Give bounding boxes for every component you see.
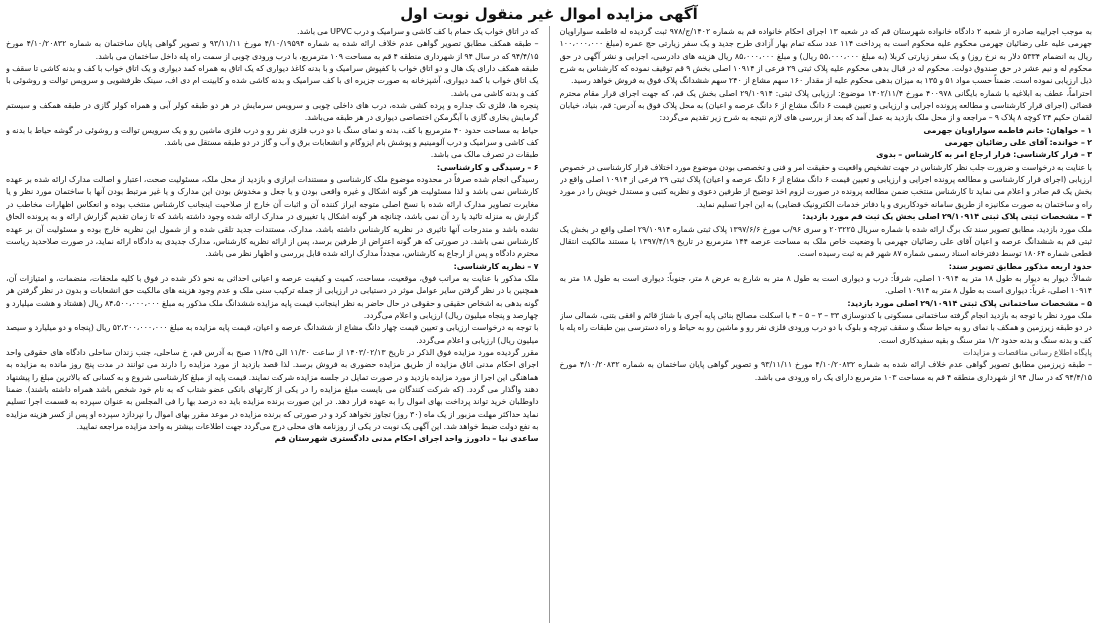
- paragraph: ملک مذکور با عنایت به مراتب فوق، موقعیت، مساحت، کمیت و کیفیت عرصه و اعیانی احداثی به نحو ذکر شده در فوق با کلیه ملحقات، منضمات، و امتیازات آن، همچنین با در نظر گرفتن سایر عوامل موثر در دستیابی در ارزیابی از جمله ترکیب سنی ملک و عدم وجود هزینه های مالکیت حق انشعابات و بدون در نظر گرفتن هر گونه بدهی به اشخاص حقیقی و حقوقی در حال حاضر به نظر اینجانب قیمت پایه مزایده ششدانگ ملک مذکور به مبلغ ۸۴،۵۰۰،۰۰۰،۰۰۰ ریال (هشتاد و هشت میلیارد و چهارصد و پنجاه میلیون ریال) ارزیابی و اعلام می‌گردد.: [6, 273, 539, 320]
- paragraph: – طبقه زیرزمین مطابق تصویر گواهی عدم خلاف ارائه شده به شماره ۴/۱۰/۲۰۸۳۲ مورخ ۹۳/۱۱/۱۱ و تصویر گواهی پایان ساختمان به شماره ۴/۱۰/۲۰۸۳۲ مورخ ۹۴/۴/۱۵ که در سال ۹۴ از شهرداری منطقه ۴ قم به مساحت ۱۰۳ مترمربع دارای یک راه ورودی می باشد.: [559, 360, 1092, 382]
- paragraph: حیاط به مساحت حدود ۴۰ مترمربع با کف، بدنه و نمای سنگ با دو درب فلزی نفر رو و درب فلزی ماشین رو و یک سرویس توالت و روشوئی در گوشه حیاط با بدنه و کف کاشی و سرامیک و درب آلومینیم و پوشش بام ایزوگام و انشعابات برق و آب و گاز در دو طبقه مستقل می باشد.: [6, 125, 539, 148]
- paragraph: رسیدگی انجام شده صرفاً در محدوده موضوع ملک کارشناسی و مستندات ابرازی و بازدید از محل ملک، مسئولیت صحت، اعتبار و اصالت مدارک ارائه شده بر عهده کارشناس نمی باشد و لذا مسئولیت هر گونه اشکال و غیره واقعی بودن و یا جعل و مخدوش بودن این مدارک و یا غیر مرتبط بودن آنها با ساختمان مورد نظر و یا مغایرت تصاویر مدارک ارائه شده با نسخ اصلی متوجه ابراز کننده آن و اثبات آن خارج از صلاحیت اینجانب کارشناس منتخب بوده و انعکاس اظهارات مخاطب در گزارش به منزله تائید یا رد آن نمی باشد، چنانچه هر گونه اشکال یا تغییری در مدارک ارائه شده وجود داشته باشد که تا زمان تقدیم گزارش ارائه و به پرونده الحاق نشده باشد و مندرجات آنها تاثیری در نظریه کارشناس داشته باشد، مدارک، مستندات جدید تلقی شده و از شمول این نظریه خارج بوده و مسئولیت آن بر عهده کارشناس نمی باشد. در صورتی که هر گونه اعتراض از طرفین برسد، پس از ارائه نظریه کارشناس، مدارک جدیدی به دادگاه ارائه نماید، در صورت صلاحدید ریاست محترم دادگاه و پس از ارجاع به کارشناس، مجدداً مدارک ارائه شده قابل بررسی و اظهار نظر می باشد.: [6, 175, 539, 259]
- right-column: [560, 26, 1093, 623]
- paragraph: طبقات در تصرف مالک می باشد.: [430, 150, 539, 160]
- section-heading: حدود اربعه مذکور مطابق تصویر سند:: [948, 261, 1092, 271]
- section-heading: ۴ – مشخصات ثبتی پلاک ثبتی ۲۹/۱۰۹۱۴ اصلی بخش یک ثبت قم مورد بازدید:: [802, 212, 1092, 222]
- paragraph: که در اتاق خواب یک حمام با کف کاشی و سرامیک و درب UPVC می باشد.: [296, 27, 539, 36]
- paragraph: با توجه به درخواست ارزیابی و تعیین قیمت چهار دانگ مشاع از ششدانگ عرصه و اعیان، قیمت پایه مزایده به مبلغ ۵۲،۲۰۰،۰۰۰،۰۰۰ ریال (پنجاه و دو میلیارد و سیصد میلیون ریال) ارزیابی و اعلام می‌گردد.: [6, 323, 539, 345]
- paragraph: به موجب اجراییه صادره از شعبه ۲ دادگاه خانواده شهرستان قم که در شعبه ۱۳ اجرای احکام خانواده قم به شماره ۱۴۰۲/ج/۹۷۸ ثبت گردیده له فاطمه سواراویان جهرمی علیه علی رضائیان جهرمی محکوم علیه محکوم است به پرداخت ۱۱۴ عدد سکه تمام بهار آزادی طرح جدید و یک سفر زیارتی حج عمره (مبلغ ۱۰۰،۰۰۰،۰۰۰ ریال به انضمام ۵۳۳۴ دلار به نرخ روز) و یک سفر زیارتی کربلا (به مبلغ ۵۵،۰۰۰،۰۰۰ ریال) و مبلغ ۸۵،۰۰۰،۰۰۰ ریال هزینه های دادرسی، اجرایی و نشر آگهی در حق محکوم له و نیم عشر در حق صندوق دولت. محکوم له در قبال بدهی محکوم علیه پلاک ثبتی ۲۹ فرعی از ۱۰۹۱۴ اصلی بخش ۹ قم توقیف نموده که کارشناس به شرح ذیل ارزیابی نموده است. ضمناً حسب مواد ۵۱ و ۱۳۵ به میزان بدهی محکوم علیه از مقدار ۱۶۰ سهم مشاع از ۲۴۰ سهم ششدانگ پلاک فوق به فروش خواهد رسید.: [559, 27, 1092, 86]
- section-heading: ۷ – نظریه کارشناسی:: [453, 261, 539, 271]
- paragraph: طبقه همکف دارای یک هال و دو اتاق خواب با کفپوش سرامیک و با بدنه کاغذ دیواری که یک اتاق به همراه کمد دیواری و یک اتاق خواب با کف و بدنه کاشی تا سقف و یک اتاق خواب با کمد دیواری، آشپزخانه به صورت جزیره ای با کف سرامیک و بدنه کاشی شده و کابینت ام دی اف، سینک ظرفشویی و سرویس توالت و روشوئی با کف و بدنه کاشی می باشد.: [6, 64, 539, 98]
- paragraph: احتراماً، عطف به ابلاغیه با شماره بایگانی ۴۰۰۹۷۸ مورخ ۱۴۰۲/۱۱/۴ موضوع: ارزیابی پلاک ثبتی: ۲۹/۱۰۹۱۴ اصلی بخش یک قم، که جهت اجرای قرار مقام محترم قضائی (اجرای قرار کارشناسی و مطالعه پرونده اجرایی و ارزیابی و تعیین قیمت ۶ دانگ مشاع از ۶ دانگ عرصه و اعیان) به محل پلاک فوق به آدرس: قم، بنیاد، خیابان لقمان حکیم ۲۴ کوچه ۸ پلاک ۹ – مراجعه و از محل ملک بازدید به عمل آمد که بعد از بررسی های لازم نتیجه به شرح زیر تقدیم می‌گردد:: [559, 88, 1092, 123]
- left-column: [6, 26, 539, 623]
- paragraph: ملک مورد نظر با توجه به بازدید انجام گرفته ساختمانی مسکونی با کدنوسازی ۳۳ – ۳ – ۵ – ۴ با اسکلت مصالح بنائی پایه آجری با شناژ قائم و افقی بتنی، شمالی ساز در دو طبقه زیرزمین و همکف با نمای رو به حیاط سنگ و سقف تیرچه و بلوک با دو درب ورودی فلزی نفر رو و ماشین رو به حیاط و راه دسترسی بین طبقات راه پله با کف و بدنه سنگ و بدنه حدود ۱/۲ متر سنگ و بقیه سفیدکاری است.: [559, 310, 1092, 345]
- notice-title: آگهی مزایده اموال غیر منقول نوبت اول: [400, 5, 698, 23]
- paragraph: با عنایت به درخواست و ضرورت جلب نظر کارشناس در جهت تشخیص واقعیت و حقیقت امر و فنی و تخصصی بودن موضوع مورد اختلاف قرار کارشناسی در خصوص ارزیابی (اجرای قرار کارشناسی و مطالعه پرونده اجرایی و ارزیابی و تعیین قیمت ۶ دانگ مشاع از ۶ دانگ عرصه و اعیان) پلاک ثبتی ۲۹ فرعی از ۱۰۹۱۴ اصلی واقع در بخش یک قم صادر و اعلام می نماید تا کارشناس منتخب ضمن مطالعه پرونده در صورت لزوم اخذ توضیح از طرفین دعوی و نظریه کتبی و مستدل خویش را در مورد راه و ساختمان به صورت مکانیزه از طریق سامانه خودکاربری و یا دفاتر خدمات الکترونیک قضایی) به این اجرا تسلیم نماید.: [559, 162, 1092, 209]
- paragraph: شمالاً: دیوار به دیوار به طول ۱۸ متر به ۱۰۹۱۴ اصلی، شرقاً: درب و دیواری است به طول ۸ متر به شارع به عرض ۸ متر، جنوباً: دیواری است به طول ۱۸ متر به ۱۰۹۱۴ اصلی، غرباً: دیواری است به طول ۸ متر به ۱۰۹۱۴ اصلی.: [559, 273, 1092, 296]
- defendant-line: ۲ – خوانده: آقای علی رضائیان جهرمی: [944, 138, 1092, 148]
- paragraph: – طبقه همکف مطابق تصویر گواهی عدم خلاف ارائه شده به شماره ۴/۱۰/۱۹۵۹۴ مورخ ۹۳/۱۱/۱۱ و تصویر گواهی پایان ساختمان به شماره ۴/۱۰/۲۰۸۳۲ مورخ ۹۴/۴/۱۵ که در سال ۹۴ از شهرداری منطقه ۴ قم به مساحت ۱۰۹ مترمربع، با درب ورودی چوبی از سمت راه پله داخل ساختمان می باشد.: [6, 39, 539, 61]
- section-heading: ۶ – رسیدگی و کارشناسی:: [436, 162, 539, 172]
- paragraph: پنجره ها، فلزی تک جداره و پرده کشی شده، درب های داخلی چوبی و سرویس سرمایش در هر دو طبقه کولر آبی و همراه کولر گازی در طبقه همکف و سیستم گرمایش بخاری گازی با آبگرمکن اختصاصی دیواری در هر طبقه می‌باشد.: [6, 101, 539, 123]
- signature-line: ساعدی نیا – دادورز واحد اجرای احکام مدنی دادگستری شهرستان قم: [274, 434, 539, 444]
- plaintiff-line: ۱ – خواهان: خانم فاطمه سواراویان جهرمی: [923, 125, 1092, 135]
- column-divider: [549, 26, 550, 623]
- section-heading: ۵ – مشخصات ساختمانی پلاک ثبتی ۲۹/۱۰۹۱۴ اصلی مورد بازدید:: [847, 298, 1092, 308]
- paragraph: ملک مورد بازدید، مطابق تصویر سند تک برگ ارائه شده با شماره سریال ۲۰۳۲۲۵ و سری ۹۶/ب مورخ ۱۳۹۷/۶/۶ پلاک ثبتی شماره ۲۹/۱۰۹۱۴ اصلی واقع در بخش یک ثبتی قم به ششدانگ عرصه و اعیان آقای علی رضائیان جهرمی با وضعیت خاص ملک به مساحت عرصه ۱۴۴ مترمربع در تاریخ ۱۳۹۷/۴/۱۹ با مستند مالکیت انتقال قطعی شماره ۱۸۰۶۴ توسط دفترخانه اسناد رسمی شماره ۸۷ شهر قم به ثبت رسیده است.: [559, 224, 1092, 259]
- expert-order-line: ۳ – قرار کارشناسی: قرار ارجاع امر به کارشناس – بدوی: [876, 150, 1092, 160]
- paragraph: مقرر گردیده مورد مزایده فوق الذکر در تاریخ ۱۴۰۳/۰۲/۱۳ از ساعت ۱۱/۳۰ الی ۱۱/۴۵ صبح به آدرس قم، خ ساحلی، جنب زندان ساحلی دادگاه های حقوقی واحد اجرای احکام مدنی اتاق مزایده از طریق مزایده حضوری به فروش برسد. لذا قصد بازدید از مورد مزایده را دارند می توانند در مدت پنج روز مانده به مزایده به هماهنگی این اجرا از مورد مزایده بازدید و در صورت تمایل در جلسه مزایده شرکت نمایند. قیمت پایه از مبلغ کارشناسی شروع و به کسانی که بالاترین مبلغ را پیشنهاد دهند واگذار می گردد. (که شرکت کنندگان می بایست مبلغ مزایده را در یکی از کارتهای بانکی عضو شتاب که به نام خود شخص باشد همراه داشته باشند). ضمنا داوطلبان خرید تواند پرداخت بهای اموال را به عهده قرار دهد. در این صورت برنده مزایده باید ده درصد بها را فی المجلس به عنوان سپرده به قسمت اجرا تسلیم نماید حداکثر مهلت مزبور از یک ماه (۳۰ روز) تجاوز نخواهد کرد و در صورتی که برنده مزایده در موعد مقرر بهای اموال را نپردازد سپرده او پس از کسر هزینه مزایده به نفع دولت ضبط خواهد شد. این آگهی یک نوبت در یکی از روزنامه های محلی درج می‌گردد جهت اطلاعات بیشتر به واحد مزایده مراجعه نمایید.: [6, 347, 539, 431]
- stamp-text: پایگاه اطلاع رسانی مناقصات و مزایدات: [962, 347, 1092, 357]
- notice-columns: [6, 26, 1092, 623]
